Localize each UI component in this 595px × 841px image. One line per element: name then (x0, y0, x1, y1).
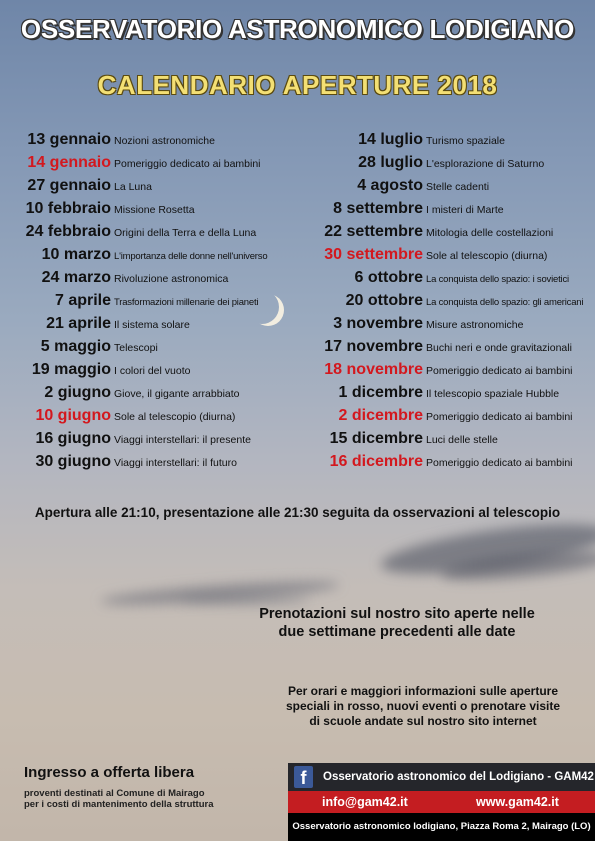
event-date: 17 novembre (324, 338, 423, 355)
info-note-line: Per orari e maggiori informazioni sulle aperture (287, 684, 559, 698)
event-date: 28 luglio (358, 154, 423, 171)
events-column-right (298, 128, 588, 473)
event-row (0, 289, 290, 312)
event-date: 7 aprile (54, 292, 111, 309)
event-description: Rivoluzione astronomica (114, 273, 229, 285)
event-description: Sole al telescopio (diurna) (426, 250, 548, 262)
booking-note-line: Prenotazioni sul nostro sito aperte nelle (259, 606, 535, 622)
entry-title: Ingresso a offerta libera (24, 764, 195, 781)
event-row (0, 243, 290, 266)
event-row (298, 335, 588, 358)
event-date: 10 marzo (41, 246, 111, 263)
event-date: 22 settembre (324, 223, 423, 240)
event-description: I misteri di Marte (426, 204, 504, 216)
event-row (0, 151, 290, 174)
event-date: 16 dicembre (329, 453, 423, 470)
event-row (0, 381, 290, 404)
event-date: 6 ottobre (354, 269, 423, 286)
entry-subtitle-line: proventi destinati al Comune di Mairago (24, 788, 205, 799)
event-row (0, 128, 290, 151)
event-row (298, 128, 588, 151)
entry-subtitle-line: per i costi di mantenimento della struttura (24, 799, 214, 810)
event-date: 20 ottobre (345, 292, 423, 309)
event-description: Pomeriggio dedicato ai bambini (426, 365, 573, 377)
page-subtitle: CALENDARIO APERTURE 2018 (97, 70, 498, 100)
event-date: 19 maggio (31, 361, 111, 378)
event-date: 15 dicembre (329, 430, 423, 447)
event-description: Telescopi (114, 342, 158, 354)
address-text: Osservatorio astronomico lodigiano, Piazza Roma 2, Mairago (LO) (292, 821, 591, 832)
event-description: Il sistema solare (114, 319, 190, 331)
event-row (298, 197, 588, 220)
event-row (0, 358, 290, 381)
event-row (298, 289, 588, 312)
event-date: 8 settembre (333, 200, 423, 217)
booking-note (232, 605, 562, 641)
event-description: Luci delle stelle (426, 434, 498, 446)
opening-note: Apertura alle 21:10, presentazione alle 21:30 seguita da osservazioni al telescopio (34, 505, 561, 520)
info-note (258, 684, 588, 729)
event-row (0, 335, 290, 358)
event-row (298, 151, 588, 174)
event-row (0, 404, 290, 427)
address-bar (288, 813, 595, 841)
event-description: Viaggi interstellari: il futuro (114, 457, 237, 469)
event-description: Missione Rosetta (114, 204, 195, 216)
contact-bar (288, 791, 595, 813)
event-description: La conquista dello spazio: i sovietici (426, 274, 569, 285)
event-date: 21 aprile (46, 315, 111, 332)
event-description: Giove, il gigante arrabbiato (114, 388, 240, 400)
event-row (0, 312, 290, 335)
event-row (298, 404, 588, 427)
event-date: 2 dicembre (338, 407, 423, 424)
event-description: L'esplorazione di Saturno (426, 158, 545, 170)
event-date: 30 giugno (35, 453, 111, 470)
event-row (298, 266, 588, 289)
email-link[interactable]: info@gam42.it (322, 795, 408, 809)
event-row (298, 358, 588, 381)
event-row (0, 266, 290, 289)
event-description: L'importanza delle donne nell'universo (114, 251, 268, 262)
event-date: 24 febbraio (25, 223, 111, 240)
info-note-line: di scuole andate sul nostro sito internet (309, 714, 537, 728)
event-row (0, 174, 290, 197)
facebook-icon[interactable]: f (294, 766, 313, 788)
event-row (298, 381, 588, 404)
event-description: Nozioni astronomiche (114, 135, 215, 147)
cloud-decoration (180, 595, 310, 605)
event-date: 1 dicembre (338, 384, 423, 401)
event-description: Buchi neri e onde gravitazionali (426, 342, 572, 354)
event-description: Mitologia delle costellazioni (426, 227, 554, 239)
event-row (298, 312, 588, 335)
event-date: 14 gennaio (27, 154, 111, 171)
event-date: 30 settembre (324, 246, 423, 263)
event-description: Il telescopio spaziale Hubble (426, 388, 560, 400)
event-row (298, 450, 588, 473)
event-row (0, 450, 290, 473)
event-date: 10 febbraio (25, 200, 111, 217)
facebook-page-link[interactable]: Osservatorio astronomico del Lodigiano - GAM42 (323, 771, 594, 783)
event-description: Turismo spaziale (426, 135, 505, 147)
event-description: La Luna (114, 181, 152, 193)
event-description: Viaggi interstellari: il presente (114, 434, 251, 446)
booking-note-line: due settimane precedenti alle date (278, 624, 516, 640)
event-description: Pomeriggio dedicato ai bambini (426, 411, 573, 423)
event-date: 13 gennaio (27, 131, 111, 148)
event-description: Sole al telescopio (diurna) (114, 411, 236, 423)
event-description: I colori del vuoto (114, 365, 191, 377)
event-date: 27 gennaio (27, 177, 111, 194)
event-date: 2 giugno (44, 384, 111, 401)
event-row (298, 427, 588, 450)
event-row (0, 220, 290, 243)
facebook-bar[interactable] (288, 763, 595, 791)
event-date: 10 giugno (35, 407, 111, 424)
event-date: 16 giugno (35, 430, 111, 447)
entry-subtitle (24, 788, 264, 810)
event-date: 14 luglio (358, 131, 423, 148)
event-description: La conquista dello spazio: gli americani (426, 297, 584, 308)
event-date: 18 novembre (324, 361, 423, 378)
info-note-line: speciali in rosso, nuovi eventi o prenotare visite (285, 699, 561, 713)
event-description: Pomeriggio dedicato ai bambini (426, 457, 573, 469)
events-column-left (0, 128, 290, 473)
event-description: Pomeriggio dedicato ai bambini (114, 158, 261, 170)
event-description: Misure astronomiche (426, 319, 524, 331)
website-link[interactable]: www.gam42.it (476, 795, 559, 809)
event-row (0, 197, 290, 220)
event-row (298, 220, 588, 243)
event-date: 3 novembre (333, 315, 423, 332)
event-date: 4 agosto (357, 177, 423, 194)
event-description: Stelle cadenti (426, 181, 490, 193)
event-description: Origini della Terra e della Luna (114, 227, 257, 239)
page-title: OSSERVATORIO ASTRONOMICO LODIGIANO (20, 14, 575, 44)
event-description: Trasformazioni millenarie dei pianeti (114, 297, 259, 308)
event-date: 5 maggio (40, 338, 111, 355)
event-date: 24 marzo (41, 269, 111, 286)
event-row (298, 243, 588, 266)
event-row (0, 427, 290, 450)
event-row (298, 174, 588, 197)
